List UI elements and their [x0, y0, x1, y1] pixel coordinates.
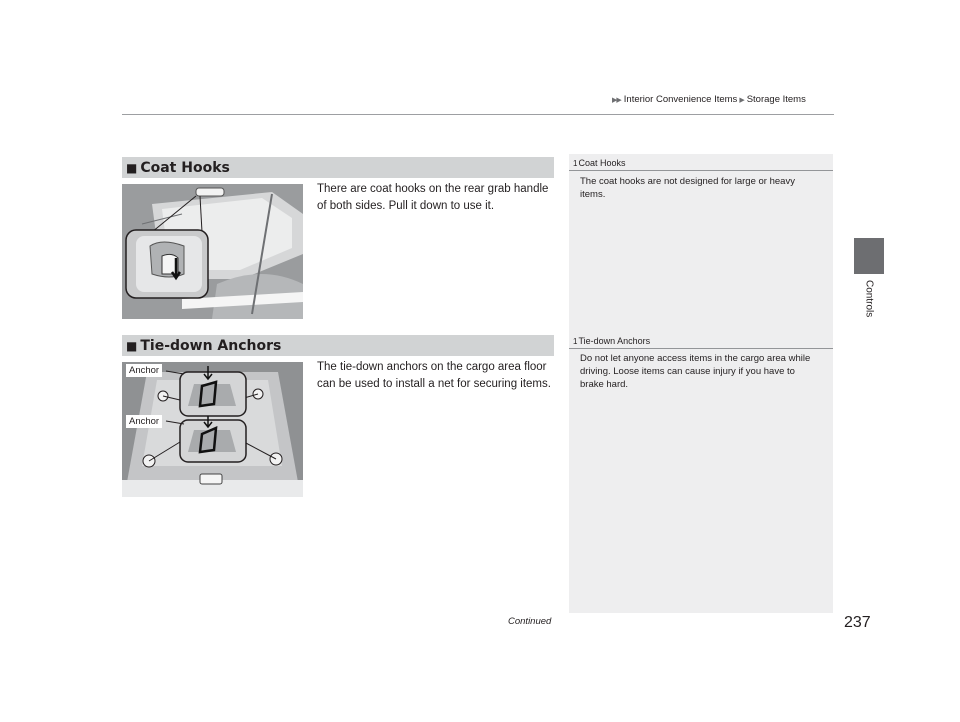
coat-hooks-heading	[122, 157, 554, 178]
page-number: 237	[844, 614, 871, 631]
heading-marker: ■	[126, 160, 138, 175]
continued-label: Continued	[508, 616, 552, 627]
note-number: 1	[573, 337, 578, 346]
breadcrumb-separator-icon: ▶	[739, 97, 745, 104]
anchor-callout-lower: Anchor	[126, 415, 162, 428]
note-tie-down-text: Do not let anyone access items in the cargo area while driving. Loose items can cause injury if you have to brake hard.	[580, 353, 811, 390]
breadcrumb-page[interactable]: Storage Items	[746, 94, 806, 105]
note-coat-hooks-title	[573, 158, 625, 168]
tie-down-title: Tie-down Anchors	[140, 337, 282, 354]
chapter-tab-label[interactable]: Controls	[863, 280, 875, 318]
note-number: 1	[573, 159, 578, 168]
note-title-text: Coat Hooks	[578, 158, 626, 168]
breadcrumb-section[interactable]: Interior Convenience Items	[623, 94, 738, 105]
note-tie-down-title	[573, 336, 650, 346]
header-divider	[122, 114, 834, 115]
cargo-area-drawing	[122, 362, 303, 497]
note-divider	[569, 170, 833, 171]
note-title-text: Tie-down Anchors	[578, 336, 651, 346]
coat-hooks-body: There are coat hooks on the rear grab handle of both sides. Pull it down to use it.	[317, 183, 549, 212]
breadcrumb	[612, 94, 806, 105]
note-divider	[569, 348, 833, 349]
coat-hook-illustration	[122, 184, 303, 319]
coat-hooks-title: Coat Hooks	[140, 159, 230, 176]
note-coat-hooks-text: The coat hooks are not designed for large or heavy items.	[580, 176, 795, 200]
coat-hook-drawing	[122, 184, 303, 319]
tie-down-illustration	[122, 362, 303, 497]
heading-marker: ■	[126, 338, 138, 353]
anchor-callout-upper: Anchor	[126, 364, 162, 377]
chapter-tab[interactable]	[854, 238, 884, 274]
breadcrumb-arrow-icon: ▶▶	[612, 97, 621, 104]
tie-down-heading	[122, 335, 554, 356]
tie-down-body: The tie-down anchors on the cargo area floor can be used to install a net for securing items.	[317, 361, 551, 390]
